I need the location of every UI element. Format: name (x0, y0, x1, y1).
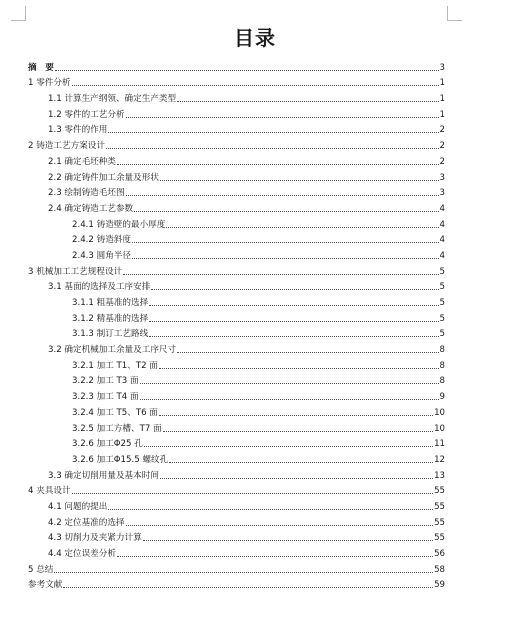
toc-entry-page-number: 4 (439, 250, 445, 261)
toc-entry-page-number: 3 (439, 62, 445, 73)
toc-entry[interactable] (28, 465, 445, 481)
toc-entry-page-number: 5 (439, 298, 445, 308)
toc-entry-page-number: 5 (439, 329, 445, 340)
toc-entry[interactable] (28, 402, 445, 418)
toc-entry-page-number: 55 (434, 501, 445, 512)
toc-leader-dots (159, 367, 439, 369)
toc-entry-title: 4.1 问题的提出 (48, 501, 108, 512)
toc-entry[interactable] (28, 151, 445, 167)
toc-entry-title: 2.2 确定铸件加工余量及形状 (48, 172, 159, 183)
toc-entry[interactable] (28, 277, 445, 293)
toc-entry[interactable] (28, 496, 445, 512)
toc-leader-dots (123, 273, 438, 275)
toc-entry-title: 2.1 确定毛坯种类 (48, 156, 116, 167)
toc-entry[interactable] (28, 88, 445, 104)
toc-entry-title: 2.3 绘制铸造毛坯图 (48, 188, 125, 199)
toc-leader-dots (177, 351, 438, 353)
toc-entry-title: 3 机械加工工艺规程设计 (28, 266, 123, 277)
toc-entry-page-number: 5 (439, 266, 445, 277)
toc-leader-dots (126, 194, 439, 196)
toc-entry-page-number: 55 (434, 517, 445, 528)
toc-entry[interactable] (28, 167, 445, 183)
toc-entry-title: 2.4.1 铸造壁的最小厚度 (72, 219, 166, 230)
toc-entry[interactable] (28, 183, 445, 199)
toc-entry-title: 3.2 确定机械加工余量及工序尺寸 (48, 345, 177, 356)
toc-entry[interactable] (28, 434, 445, 450)
toc-leader-dots (126, 524, 434, 526)
toc-entry-title: 1.1 计算生产纲领、确定生产类型 (48, 94, 177, 105)
toc-entry[interactable] (28, 386, 445, 402)
toc-leader-dots (143, 539, 433, 541)
toc-entry[interactable] (28, 292, 445, 308)
toc-entry[interactable] (28, 418, 445, 434)
toc-entry-page-number: 1 (439, 109, 445, 120)
toc-entry-title: 3.1.1 粗基准的选择 (72, 298, 149, 308)
toc-entry-page-number: 2 (439, 156, 445, 167)
toc-entry[interactable] (28, 528, 445, 544)
toc-leader-dots (117, 555, 433, 557)
toc-entry-title: 3.2.1 加工 T1、T2 面 (72, 360, 158, 371)
toc-entry-page-number: 1 (439, 94, 445, 105)
toc-entry-title: 3.2.4 加工 T5、T6 面 (72, 407, 158, 418)
toc-entry[interactable] (28, 245, 445, 261)
toc-leader-dots (72, 492, 433, 494)
toc-entry-page-number: 55 (434, 533, 445, 544)
toc-entry-title: 1.3 零件的作用 (48, 125, 108, 136)
page-corner-mark-right (447, 6, 462, 21)
toc-leader-dots (144, 445, 433, 447)
toc-entry[interactable] (28, 135, 445, 151)
toc-leader-dots (134, 210, 438, 212)
toc-entry[interactable] (28, 73, 445, 89)
toc-leader-dots (160, 477, 433, 479)
toc-entry-page-number: 3 (439, 188, 445, 199)
toc-entry-title: 4.4 定位误差分析 (48, 549, 116, 559)
toc-leader-dots (72, 84, 439, 86)
toc-entry[interactable] (28, 57, 445, 73)
toc-entry[interactable] (28, 120, 445, 136)
toc-entry-page-number: 8 (439, 376, 445, 387)
toc-leader-dots (117, 163, 439, 165)
toc-entry-page-number: 8 (439, 360, 445, 371)
toc-entry[interactable] (28, 104, 445, 120)
toc-leader-dots (177, 100, 438, 102)
table-of-contents (28, 57, 445, 590)
toc-leader-dots (55, 69, 439, 71)
toc-entry-page-number: 9 (439, 392, 445, 403)
toc-leader-dots (163, 430, 433, 432)
toc-entry-title: 2.4 确定铸造工艺参数 (48, 203, 134, 214)
toc-entry[interactable] (28, 261, 445, 277)
toc-leader-dots (54, 571, 433, 573)
toc-entry[interactable] (28, 339, 445, 355)
toc-entry-page-number: 5 (439, 313, 445, 324)
toc-entry[interactable] (28, 575, 445, 591)
toc-entry-title: 3.3 确定切削用量及基本时间 (48, 470, 159, 481)
toc-leader-dots (132, 241, 439, 243)
toc-entry-title: 2.4.2 铸造斜度 (72, 235, 131, 246)
toc-entry-page-number: 10 (434, 423, 445, 434)
toc-leader-dots (108, 508, 433, 510)
toc-entry[interactable] (28, 214, 445, 230)
toc-entry-title: 1 零件分析 (28, 78, 71, 89)
toc-entry-title: 摘 要 (28, 62, 54, 73)
toc-leader-dots (169, 461, 433, 463)
toc-entry-title: 3.2.6 加工Φ25 孔 (72, 439, 143, 450)
toc-entry-page-number: 2 (439, 141, 445, 152)
toc-entry-page-number: 56 (434, 549, 445, 559)
toc-entry-title: 3.1 基面的选择及工序安排 (48, 282, 151, 293)
toc-entry-page-number: 5 (439, 282, 445, 293)
toc-leader-dots (63, 586, 433, 588)
toc-leader-dots (159, 414, 433, 416)
toc-entry-page-number: 3 (439, 172, 445, 183)
toc-entry-page-number: 1 (439, 78, 445, 89)
toc-entry[interactable] (28, 449, 445, 465)
toc-entry-title: 4.3 切削力及夹紧力计算 (48, 533, 142, 544)
toc-entry[interactable] (28, 371, 445, 387)
toc-leader-dots (106, 147, 439, 149)
toc-entry-title: 3.2.2 加工 T3 面 (72, 376, 139, 387)
toc-leader-dots (108, 131, 438, 133)
toc-entry-page-number: 8 (439, 345, 445, 356)
toc-entry[interactable] (28, 481, 445, 497)
toc-entry-page-number: 4 (439, 235, 445, 246)
toc-entry-page-number: 13 (434, 470, 445, 481)
toc-entry[interactable] (28, 198, 445, 214)
toc-entry-title: 4 夹具设计 (28, 486, 71, 497)
page-corner-mark-left (11, 6, 26, 21)
toc-entry[interactable] (28, 512, 445, 528)
toc-entry-title: 3.2.6 加工Φ15.5 螺纹孔 (72, 454, 169, 465)
toc-entry-page-number: 4 (439, 219, 445, 230)
toc-entry-page-number: 10 (434, 407, 445, 418)
toc-leader-dots (140, 382, 439, 384)
toc-entry-title: 2.4.3 圆角半径 (72, 250, 131, 261)
page-title: 目录 (234, 26, 276, 50)
toc-leader-dots (151, 288, 438, 290)
toc-entry-page-number: 4 (439, 203, 445, 214)
toc-leader-dots (140, 398, 439, 400)
toc-entry-page-number: 12 (434, 454, 445, 465)
toc-leader-dots (149, 320, 438, 322)
toc-leader-dots (132, 257, 439, 259)
toc-entry[interactable] (28, 559, 445, 575)
toc-entry-title: 1.2 零件的工艺分析 (48, 109, 125, 120)
toc-leader-dots (149, 335, 438, 337)
toc-entry-title: 2 铸造工艺方案设计 (28, 141, 105, 152)
toc-entry[interactable] (28, 355, 445, 371)
toc-entry-title: 3.1.3 制订工艺路线 (72, 329, 149, 340)
toc-entry-title: 3.2.5 加工方槽、T7 面 (72, 423, 162, 434)
toc-entry-title: 3.2.3 加工 T4 面 (72, 392, 139, 403)
toc-leader-dots (160, 179, 439, 181)
toc-leader-dots (166, 226, 438, 228)
toc-entry-title: 4.2 定位基准的选择 (48, 517, 125, 528)
toc-entry[interactable] (28, 324, 445, 340)
toc-entry-page-number: 58 (434, 564, 445, 575)
toc-entry-title: 5 总结 (28, 564, 54, 575)
toc-leader-dots (126, 116, 439, 118)
toc-entry[interactable] (28, 543, 445, 559)
toc-entry-title: 参考文献 (28, 580, 63, 591)
toc-entry-title: 3.1.2 精基准的选择 (72, 313, 149, 324)
toc-entry[interactable] (28, 308, 445, 324)
toc-entry[interactable] (28, 230, 445, 246)
toc-entry-page-number: 2 (439, 125, 445, 136)
toc-leader-dots (149, 304, 438, 306)
toc-entry-page-number: 11 (434, 439, 445, 450)
toc-entry-page-number: 59 (434, 580, 445, 591)
toc-entry-page-number: 55 (434, 486, 445, 497)
